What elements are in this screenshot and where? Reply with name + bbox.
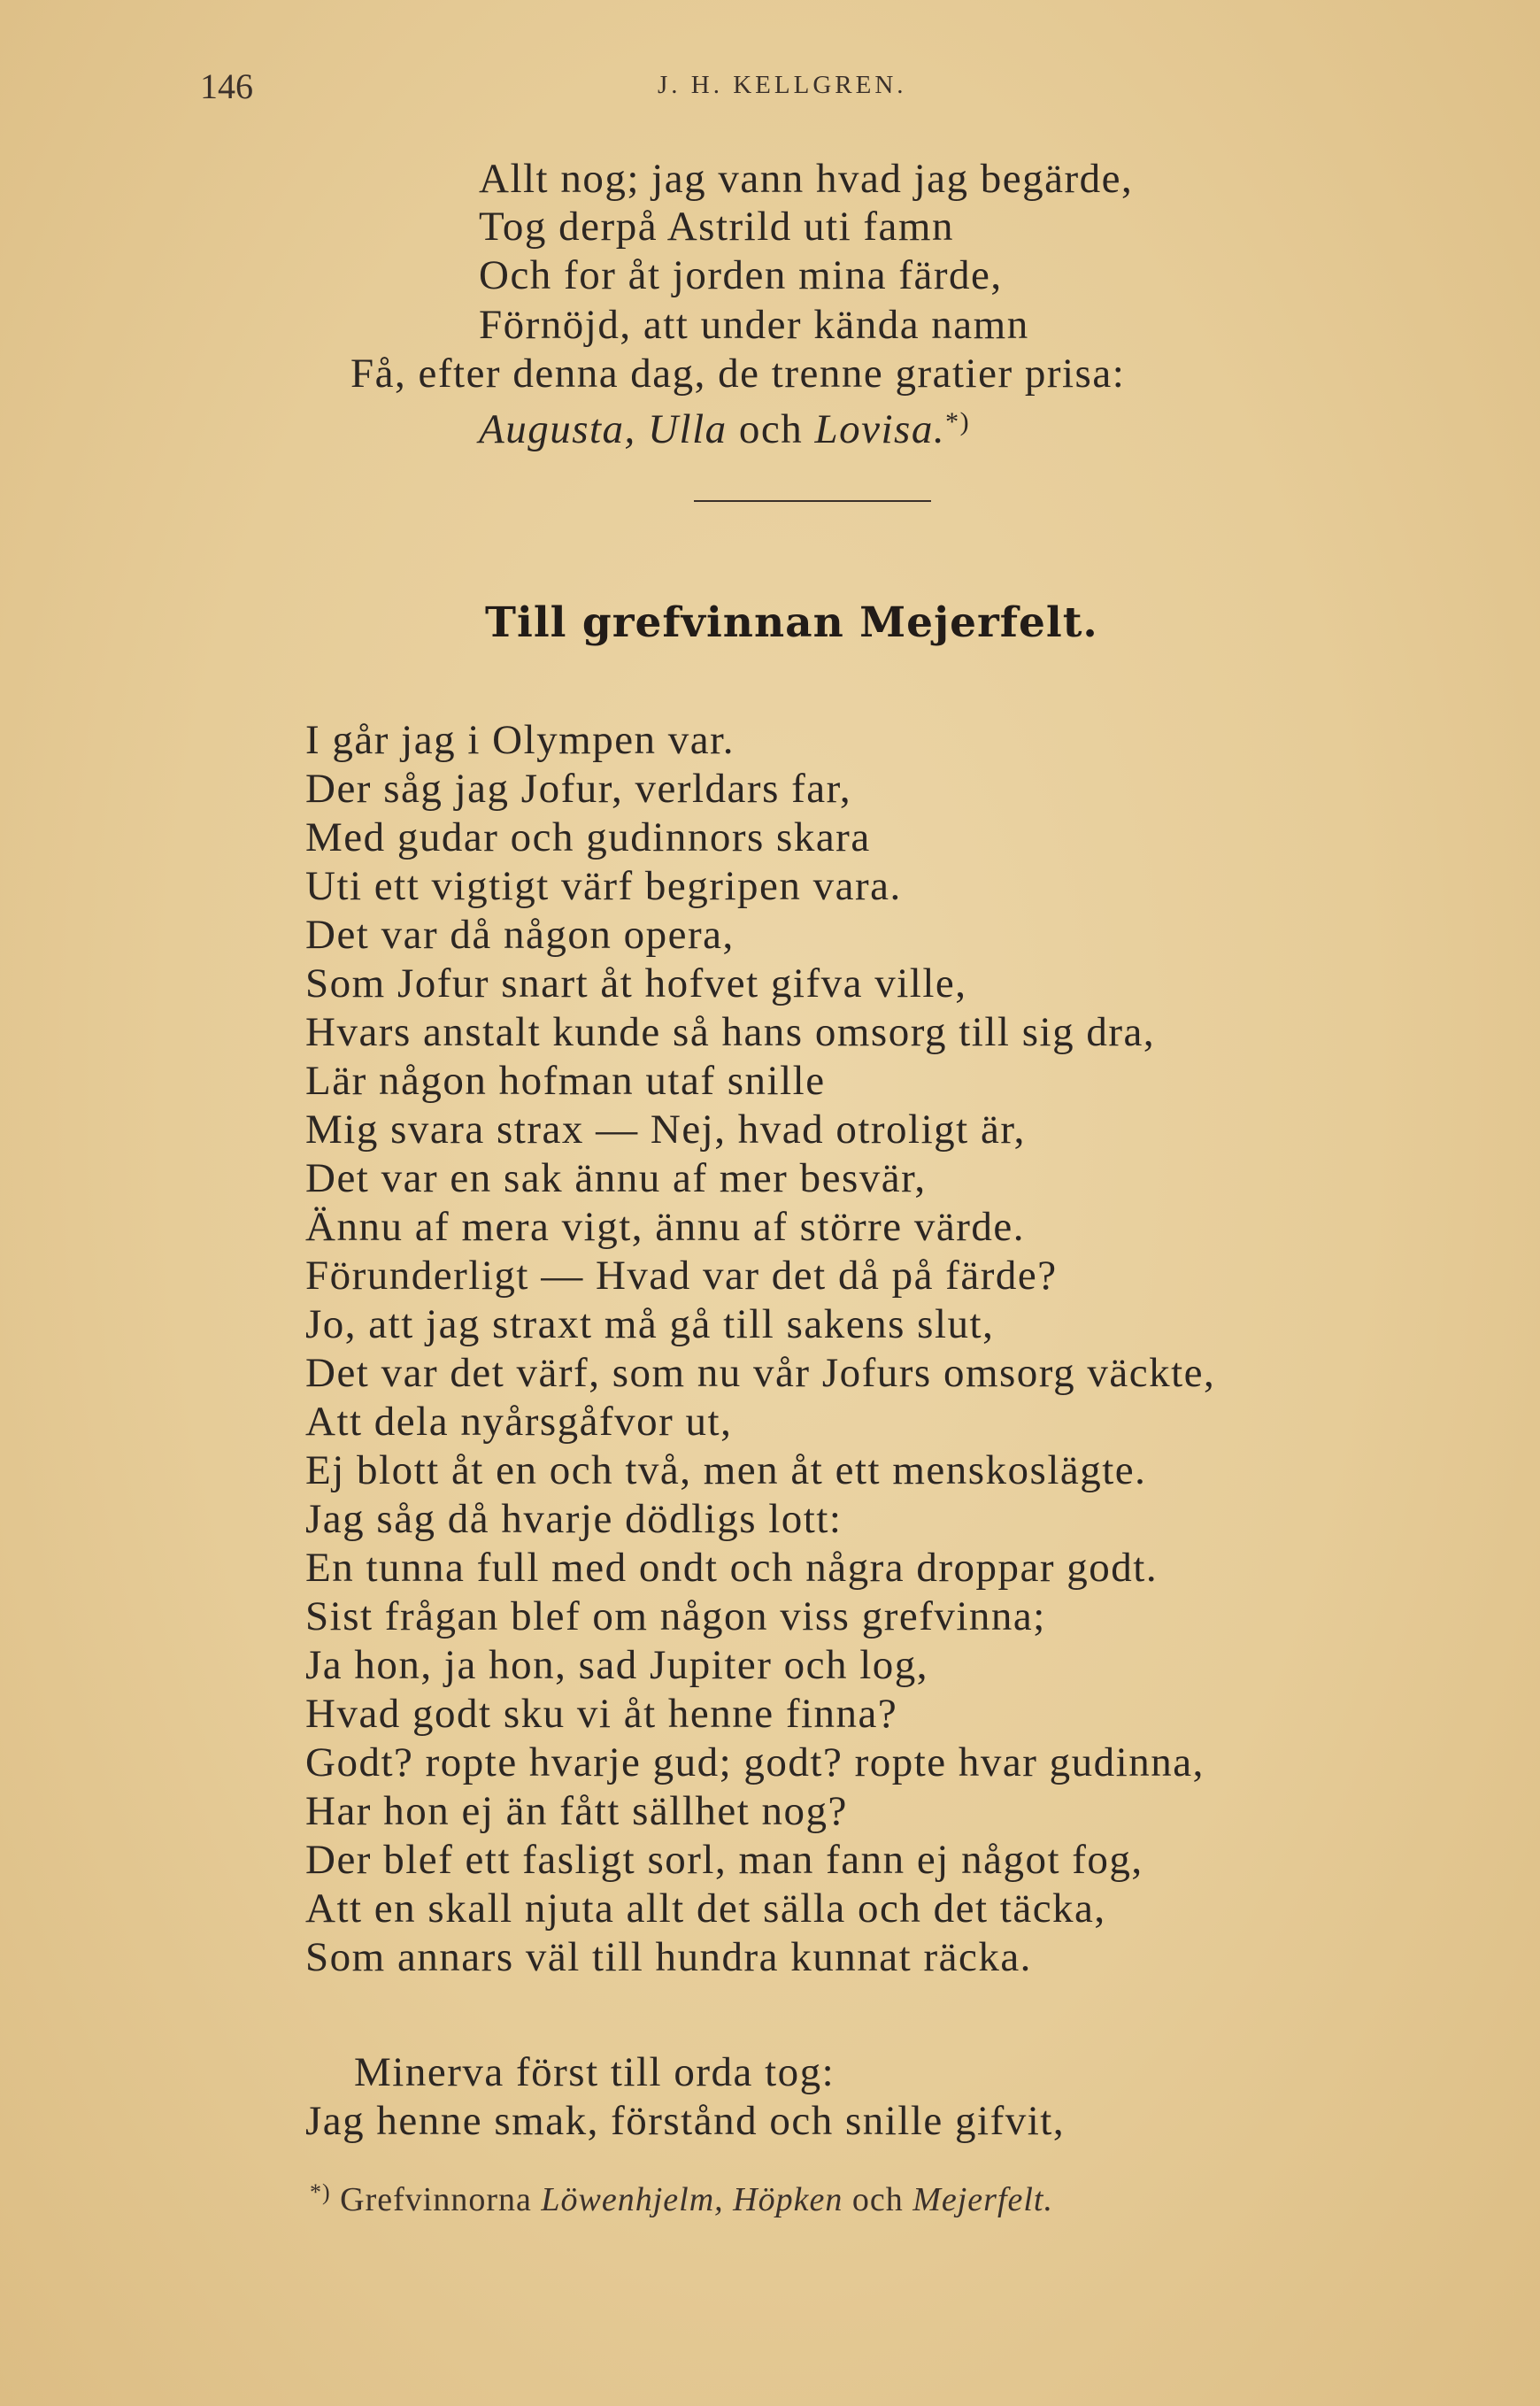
name-mejerfelt: Mejerfelt. [912,2181,1053,2218]
verse-line: Uti ett vigtigt värf begripen vara. [305,863,902,909]
name-augusta: Augusta, [479,406,636,452]
footnote-mark: *) [310,2179,331,2205]
section-divider [694,500,931,502]
verse-line: Godt? ropte hvarje gud; godt? ropte hvar gudinna, [305,1739,1205,1785]
name-ulla: Ulla [648,406,728,452]
verse-line: En tunna full med ondt och några droppar godt. [305,1545,1159,1591]
verse-line: Hvars anstalt kunde så hans omsorg till sig dra, [305,1009,1156,1055]
verse-line: Att dela nyårsgåfvor ut, [305,1399,733,1445]
verse-line: Sist frågan blef om någon viss grefvinna; [305,1593,1046,1639]
verse-line: Der såg jag Jofur, verldars far, [305,766,852,812]
verse-line: Förunderligt — Hvad var det då på färde? [305,1253,1058,1299]
verse-line: Allt nog; jag vann hvad jag begärde, [479,156,1134,202]
poem-title: Till grefvinnan Mejerfelt. [485,598,1098,647]
verse-line: Förnöjd, att under kända namn [479,302,1029,348]
name-lovisa: Lovisa. [814,406,946,452]
conjunction: och [851,2181,904,2218]
verse-line: Få, efter denna dag, de trenne gratier prisa: [350,351,1126,397]
verse-line: Jag såg då hvarje dödligs lott: [305,1496,843,1542]
verse-line: Ej blott åt en och två, men åt ett menskoslägte. [305,1447,1147,1493]
name-lowenhjelm: Löwenhjelm, [541,2181,724,2218]
verse-line: Har hon ej än fått sällhet nog? [305,1788,848,1834]
verse-line: Ja hon, ja hon, sad Jupiter och log, [305,1642,929,1688]
verse-line: Mig svara strax — Nej, hvad otroligt är, [305,1107,1026,1153]
verse-line: Ännu af mera vigt, ännu af större värde. [305,1204,1026,1250]
page-number: 146 [200,66,253,106]
verse-line-names [479,397,970,454]
verse-line: Lär någon hofman utaf snille [305,1058,826,1104]
verse-line: Det var det värf, som nu vår Jofurs omsorg väckte, [305,1350,1216,1396]
verse-line: Minerva först till orda tog: [354,2049,835,2095]
verse-line: Jag henne smak, förstånd och snille gifvit, [305,2098,1066,2144]
verse-line: Som Jofur snart åt hofvet gifva ville, [305,960,967,1006]
verse-line: Med gudar och gudinnors skara [305,814,871,860]
verse-line: Der blef ett fasligt sorl, man fann ej något fog, [305,1837,1143,1883]
name-hopken: Höpken [733,2181,843,2218]
verse-line: Det var en sak ännu af mer besvär, [305,1155,927,1201]
footnote [310,2179,1053,2219]
verse-line: Tog derpå Astrild uti famn [479,204,954,250]
footnote-lead: Grefvinnorna [340,2181,532,2218]
verse-line: Det var då någon opera, [305,912,735,958]
footnote-mark: *) [945,407,971,436]
verse-line: Hvad godt sku vi åt henne finna? [305,1691,898,1737]
verse-line: Att en skall njuta allt det sälla och det täcka, [305,1885,1106,1932]
verse-line: I går jag i Olympen var. [305,717,735,763]
verse-line: Och for åt jorden mina färde, [479,252,1003,298]
verse-line: Jo, att jag straxt må gå till sakens slut, [305,1301,995,1347]
verse-line: Som annars väl till hundra kunnat räcka. [305,1934,1032,1980]
running-head: J. H. KELLGREN. [658,71,907,99]
conjunction: och [738,406,804,452]
